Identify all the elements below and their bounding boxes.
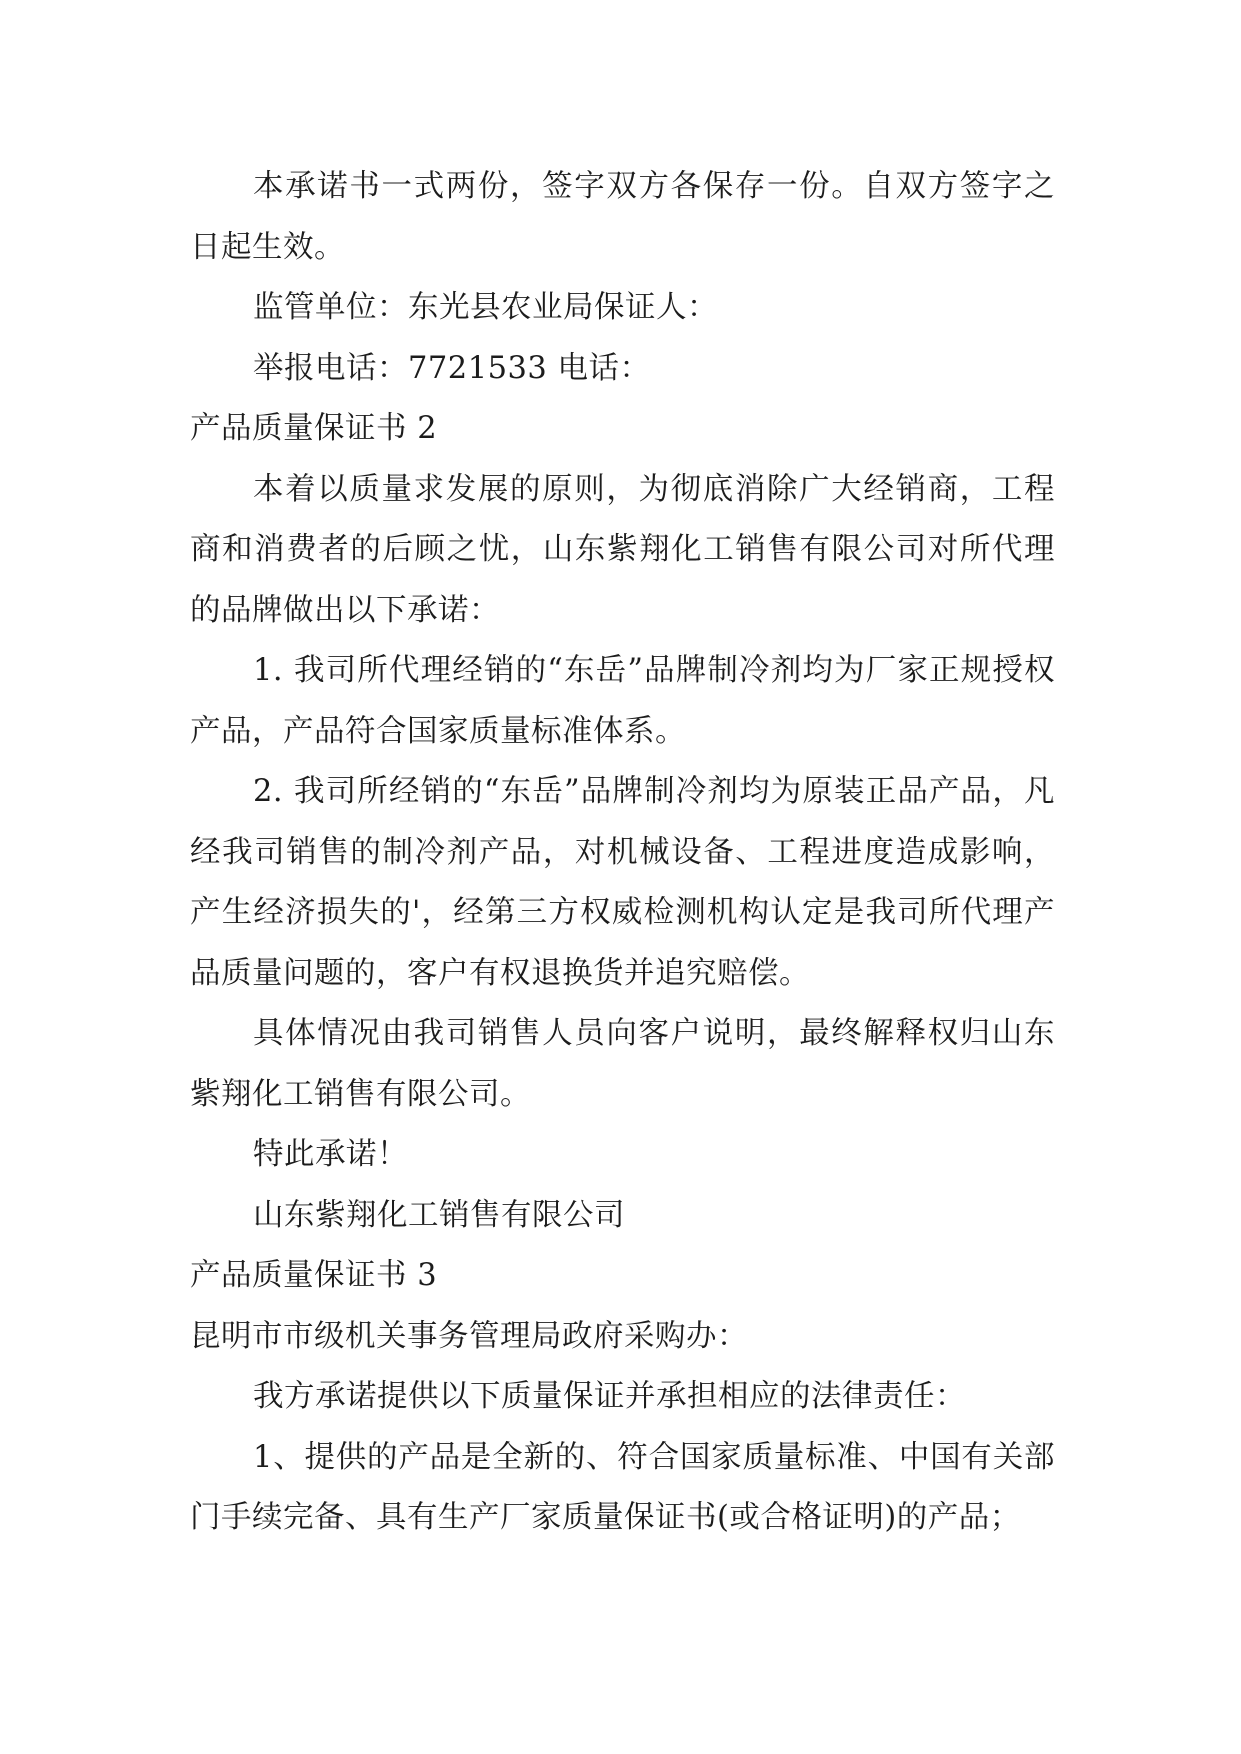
- document-body: [190, 157, 1055, 1549]
- paragraph-report-phone: 举报电话：7721533 电话：: [253, 350, 651, 386]
- paragraph-item-3-1: 1、提供的产品是全新的、符合国家质量标准、中国有关部门手续完备、具有生产厂家质量保证书(或合格证明)的产品；: [190, 1439, 1055, 1535]
- paragraph-contract-validity: 本承诺书一式两份，签字双方各保存一份。自双方签字之日起生效。: [190, 169, 1055, 265]
- paragraph-supervisor: 监管单位：东光县农业局保证人：: [253, 290, 718, 325]
- paragraph-item-2: 2. 我司所经销的“东岳”品牌制冷剂均为原装正品产品，凡经我司销售的制冷剂产品，对机械设备、工程进度造成影响，产生经济损失的'，经第三方权威检测机构认定是我司所代理产品质量问题的，客户有权退换货并追究赔偿。: [190, 774, 1055, 991]
- paragraph-intro-3: 我方承诺提供以下质量保证并承担相应的法律责任：: [253, 1379, 966, 1414]
- paragraph-explanation: 具体情况由我司销售人员向客户说明，最终解释权归山东紫翔化工销售有限公司。: [190, 1016, 1055, 1112]
- paragraph-intro-2: 本着以质量求发展的原则，为彻底消除广大经销商，工程商和消费者的后顾之忧，山东紫翔化工销售有限公司对所代理的品牌做出以下承诺：: [190, 471, 1055, 628]
- paragraph-company-signature: 山东紫翔化工销售有限公司: [253, 1197, 625, 1233]
- paragraph-addressee: 昆明市市级机关事务管理局政府采购办：: [190, 1318, 748, 1354]
- section-heading-3: 产品质量保证书 3: [190, 1258, 438, 1293]
- section-heading-2: 产品质量保证书 2: [190, 411, 438, 446]
- paragraph-item-1: 1. 我司所代理经销的“东岳”品牌制冷剂均为厂家正规授权产品，产品符合国家质量标准体系。: [190, 653, 1055, 749]
- paragraph-closing: 特此承诺！: [253, 1137, 408, 1172]
